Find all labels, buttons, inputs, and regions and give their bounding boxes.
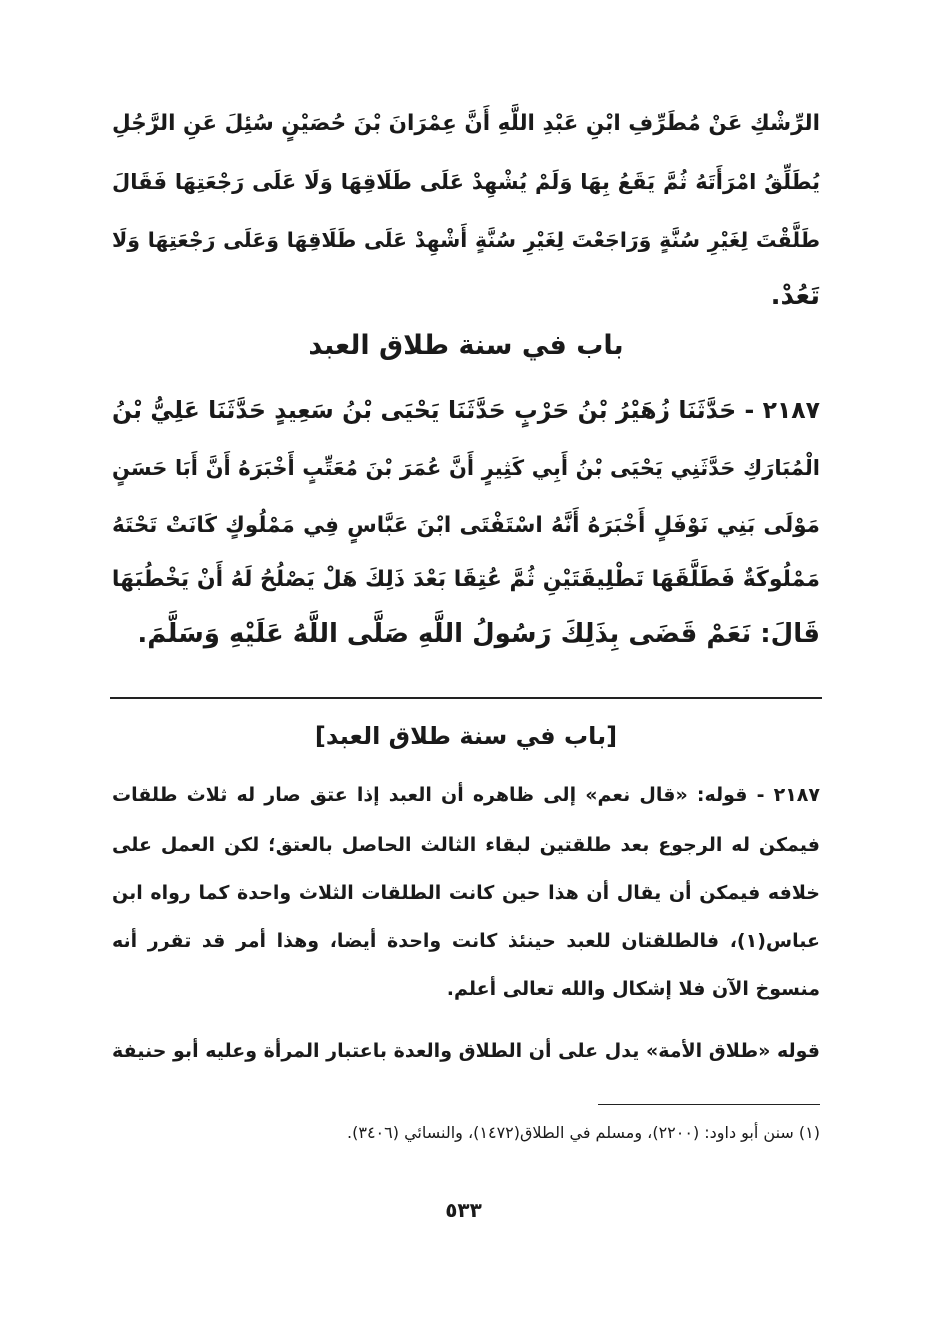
chapter-heading: باب في سنة طلاق العبد	[308, 330, 624, 361]
text-line: مَوْلَى بَنِي نَوْفَلٍ أَخْبَرَهُ أَنَّهُ اسْتَفْتَى ابْنَ عَبَّاسٍ فِي مَمْلُوكٍ كَانَتْ تَحْتَهُ	[112, 513, 820, 538]
section-divider	[110, 697, 822, 699]
text-line: عباس(١)، فالطلقتان للعبد حينئذ كانت واحدة أيضا، وهذا أمر قد تقرر أنه	[112, 930, 820, 952]
text-line: مَمْلُوكَةٌ فَطَلَّقَهَا تَطْلِيقَتَيْنِ ثُمَّ عُتِقَا بَعْدَ ذَلِكَ هَلْ يَصْلُحُ لَهُ أَنْ يَخْطُبَهَا	[111, 567, 820, 592]
footnote: (١) سنن أبو داود: (٢٢٠٠)، ومسلم في الطلاق(١٤٧٢)، والنسائي (٣٤٠٦).	[347, 1123, 820, 1142]
commentary-heading: [باب في سنة طلاق العبد]	[314, 722, 618, 750]
text-line: تَعُدْ.	[770, 281, 820, 311]
text-line: طَلَّقْتَ لِغَيْرِ سُنَّةٍ وَرَاجَعْتَ لِغَيْرِ سُنَّةٍ أَشْهِدْ عَلَى طَلَاقِهَا وَعَلَى رَجْعَتِهَا وَلَا	[112, 228, 820, 252]
text-line: يُطَلِّقُ امْرَأَتَهُ ثُمَّ يَقَعُ بِهَا وَلَمْ يُشْهِدْ عَلَى طَلَاقِهَا وَلَا عَلَى رَجْعَتِهَا فَقَالَ	[112, 170, 820, 194]
text-line: قوله «طلاق الأمة» يدل على أن الطلاق والعدة باعتبار المرأة وعليه أبو حنيفة	[112, 1040, 820, 1062]
text-line: خلافه فيمكن أن يقال أن هذا حين كانت الطلقات الثلاث واحدة كما رواه ابن	[112, 882, 820, 904]
page-number: ٥٣٣	[445, 1198, 482, 1222]
text-line: الْمُبَارَكِ حَدَّثَنِي يَحْيَى بْنُ أَبِي كَثِيرٍ أَنَّ عُمَرَ بْنَ مُعَتِّبٍ أَخْبَرَهُ أَنَّ أَبَا حَسَنٍ	[112, 456, 820, 480]
text-line: منسوخ الآن فلا إشكال والله تعالى أعلم.	[446, 978, 820, 1000]
text-line: ٢١٨٧ - قوله: «قال نعم» إلى ظاهره أن العبد إذا عتق صار له ثلاث طلقات	[112, 784, 820, 806]
text-line: ٢١٨٧ - حَدَّثَنَا زُهَيْرُ بْنُ حَرْبٍ حَدَّثَنَا يَحْيَى بْنُ سَعِيدٍ حَدَّثَنَا عَلِيُّ بْنُ	[112, 396, 820, 424]
text-line: قَالَ: نَعَمْ قَضَى بِذَلِكَ رَسُولُ اللَّهِ صَلَّى اللَّهُ عَلَيْهِ وَسَلَّمَ.	[137, 619, 820, 649]
footnote-divider	[598, 1104, 820, 1105]
text-line: الرِّشْكِ عَنْ مُطَرِّفِ ابْنِ عَبْدِ اللَّهِ أَنَّ عِمْرَانَ بْنَ حُصَيْنٍ سُئِلَ عَنِ الرَّجُلِ	[112, 111, 820, 136]
text-line: فيمكن له الرجوع بعد طلقتين لبقاء الثالث الحاصل بالعتق؛ لكن العمل على	[112, 834, 820, 856]
